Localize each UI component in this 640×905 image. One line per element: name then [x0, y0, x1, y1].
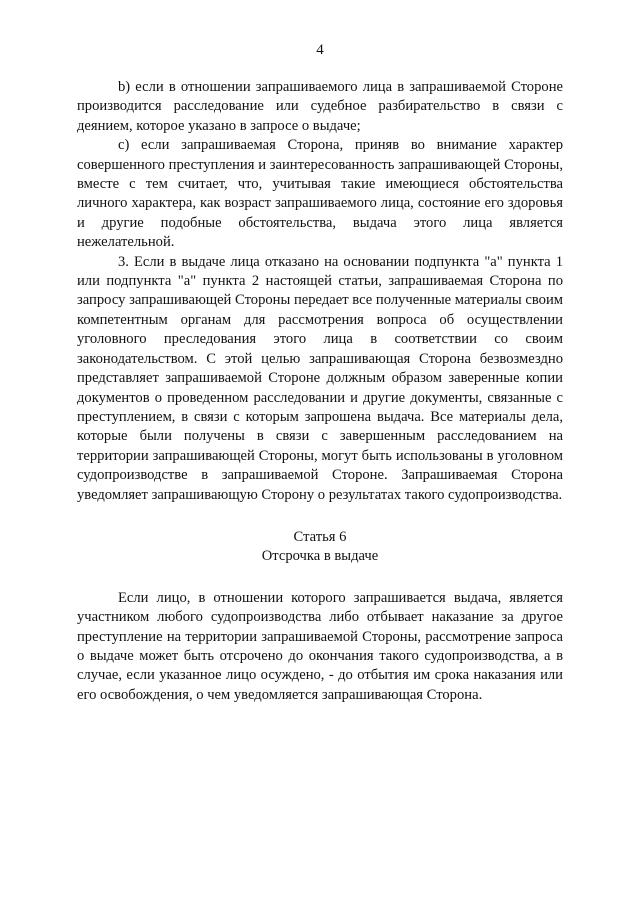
article-number: Статья 6: [293, 528, 347, 545]
page-number: 4: [316, 42, 324, 58]
paragraph-b: b) если в отношении запрашиваемого лица в запрашиваемой Стороне производится расследование или судебное разбирательство в связи с деянием, которое указано в запросе о выдаче;: [77, 79, 563, 134]
document-body: [77, 78, 563, 705]
paragraph-article-6: Если лицо, в отношении которого запрашивается выдача, является участником любого судопроизводства либо отбывает наказание за другое преступление на территории запрашиваемой Стороны, рассмотрение запроса о выдаче может быть отсрочено до окончания такого судопроизводства, а в случае, если указанное лицо осуждено, - до отбытия им срока наказания или его освобождения, о чем уведомляется запрашивающая Сторона.: [77, 589, 563, 703]
article-title: Отсрочка в выдаче: [261, 548, 379, 565]
paragraph-3: 3. Если в выдаче лица отказано на основании подпункта "а" пункта 1 или подпункта "а" пункта 2 настоящей статьи, запрашиваемая Сторона по запросу запрашивающей Стороны передает все полученные материалы своим компетентным органам для рассмотрения вопроса об осуществлении уголовного преследования этого лица в соответствии со своим законодательством. С этой целью запрашивающая Сторона безвозмездно представляет запрашиваемой Стороне должным образом заверенные копии документов о проведенном расследовании и другие документы, связанные с преступлением, в связи с которым запрошена выдача. Все материалы дела, которые были получены в связи с завершенным расследованием на территории запрашивающей Стороны, могут быть использованы в уголовном судопроизводстве в запрашиваемой Стороне. Запрашиваемая Сторона уведомляет запрашивающую Сторону о результатах такого судопроизводства.: [77, 253, 563, 503]
paragraph-c: c) если запрашиваемая Сторона, приняв во внимание характер совершенного преступления и заинтересованность запрашивающей Стороны, вместе с тем считает, что, учитывая такие имеющиеся обстоятельства личного характера, как возраст запрашиваемого лица, состояние его здоровья и другие подобные обстоятельства, выдача этого лица является нежелательной.: [77, 137, 563, 251]
section-spacer: [77, 567, 563, 589]
